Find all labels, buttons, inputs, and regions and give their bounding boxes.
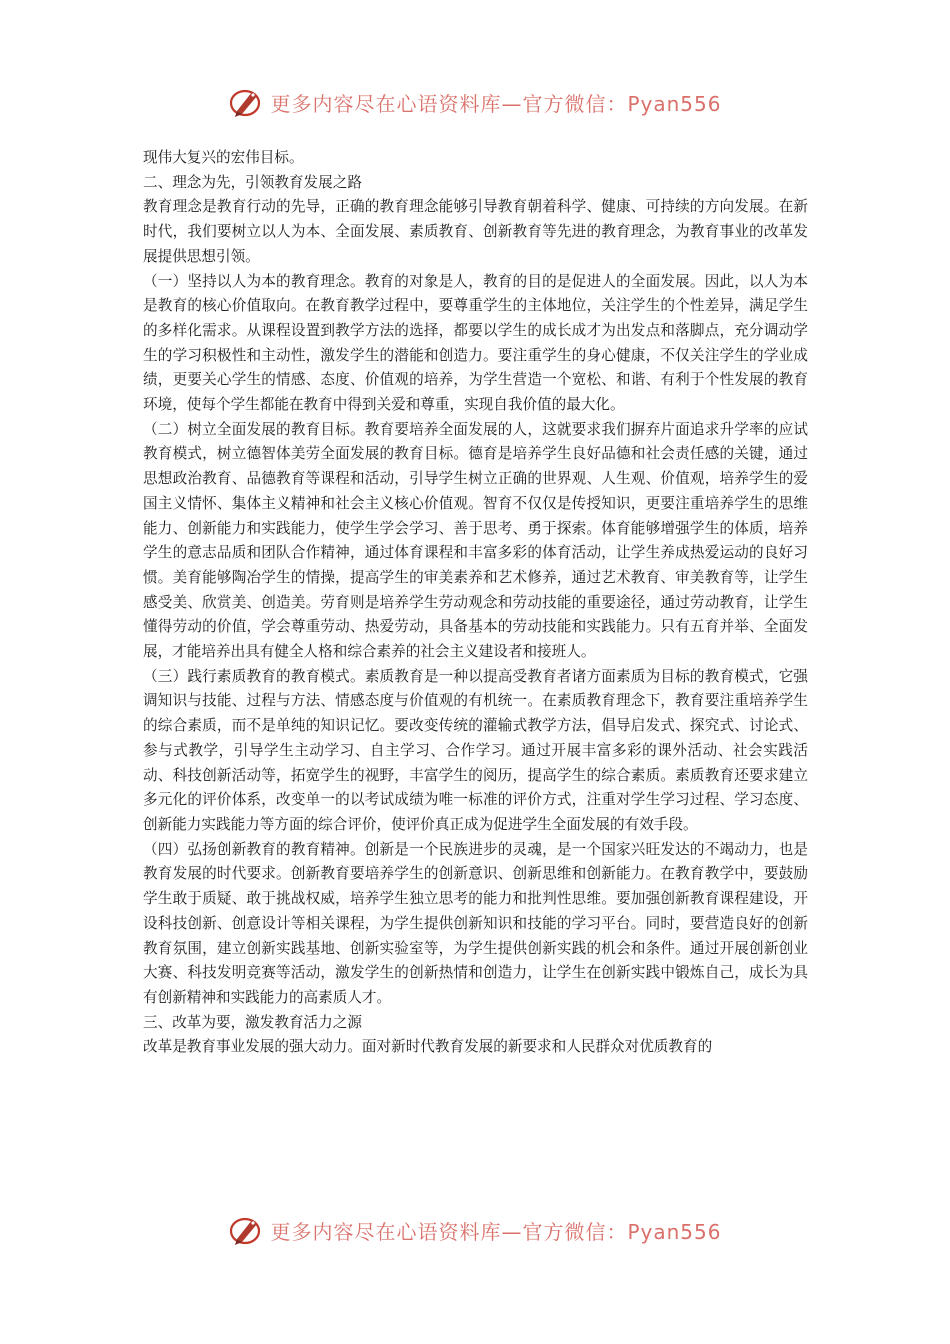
paragraph-point-1: （一）坚持以人为本的教育理念。教育的对象是人，教育的目的是促进人的全面发展。因此，以人为本是教育的核心价值取向。在教育教学过程中，要尊重学生的主体地位，关注学生的个性差异，满足学生的多样化需求。从课程设置到教学方法的选择，都要以学生的成长成才为出发点和落脚点，充分调动学生的学习积极性和主动性，激发学生的潜能和创造力。要注重学生的身心健康，不仅关注学生的学业成绩，更要关心学生的情感、态度、价值观的培养，为学生营造一个宽松、和谐、有利于个性发展的教育环境，使每个学生都能在教育中得到关爱和尊重，实现自我价值的最大化。 <box>143 272 808 414</box>
header-banner-inner <box>228 84 721 120</box>
document-body <box>143 146 808 1060</box>
paragraph-point-4: （四）弘扬创新教育的教育精神。创新是一个民族进步的灵魂，是一个国家兴旺发达的不竭动力，也是教育发展的时代要求。创新教育要培养学生的创新意识、创新思维和创新能力。在教育教学中，要鼓励学生敢于质疑、敢于挑战权威，培养学生独立思考的能力和批判性思维。要加强创新教育课程建设，开设科技创新、创意设计等相关课程，为学生提供创新知识和技能的学习平台。同时，要营造良好的创新教育氛围，建立创新实践基地、创新实验室等，为学生提供创新实践的机会和条件。通过开展创新创业大赛、科技发明竞赛等活动，激发学生的创新热情和创造力，让学生在创新实践中锻炼自己，成长为具有创新精神和实践能力的高素质人才。 <box>143 840 808 1006</box>
header-banner <box>0 82 950 122</box>
footer-banner-inner <box>228 1212 721 1248</box>
paragraph-point-2: （二）树立全面发展的教育目标。教育要培养全面发展的人，这就要求我们摒弃片面追求升学率的应试教育模式，树立德智体美劳全面发展的教育目标。德育是培养学生良好品德和社会责任感的关键，通过思想政治教育、品德教育等课程和活动，引导学生树立正确的世界观、人生观、价值观，培养学生的爱国主义情怀、集体主义精神和社会主义核心价值观。智育不仅仅是传授知识，更要注重培养学生的思维能力、创新能力和实践能力，使学生学会学习、善于思考、勇于探索。体育能够增强学生的体质，培养学生的意志品质和团队合作精神，通过体育课程和丰富多彩的体育活动，让学生养成热爱运动的良好习惯。美育能够陶冶学生的情操，提高学生的审美素养和艺术修养，通过艺术教育、审美教育等，让学生感受美、欣赏美、创造美。劳育则是培养学生劳动观念和劳动技能的重要途径，通过劳动教育，让学生懂得劳动的价值，学会尊重劳动、热爱劳动，具备基本的劳动技能和实践能力。只有五育并举、全面发展，才能培养出具有健全人格和综合素养的社会主义建设者和接班人。 <box>143 420 808 661</box>
header-banner-text: 更多内容尽在心语资料库—官方微信：Pyan556 <box>270 91 722 116</box>
paragraph-point-3: （三）践行素质教育的教育模式。素质教育是一种以提高受教育者诸方面素质为目标的教育模式，它强调知识与技能、过程与方法、情感态度与价值观的有机统一。在素质教育理念下，教育要注重培养学生的综合素质，而不是单纯的知识记忆。要改变传统的灌输式教学方法，倡导启发式、探究式、讨论式、参与式教学，引导学生主动学习、自主学习、合作学习。通过开展丰富多彩的课外活动、社会实践活动、科技创新活动等，拓宽学生的视野，丰富学生的阅历，提高学生的综合素质。素质教育还要求建立多元化的评价体系，改变单一的以考试成绩为唯一标准的评价方式，注重对学生学习过程、学习态度、创新能力实践能力等方面的综合评价，使评价真正成为促进学生全面发展的有效手段。 <box>143 667 808 833</box>
paragraph-reform: 改革是教育事业发展的强大动力。面对新时代教育发展的新要求和人民群众对优质教育的 <box>143 1038 713 1056</box>
pen-nib-logo-icon <box>228 84 264 120</box>
pen-nib-logo-icon <box>228 1212 264 1248</box>
paragraph-intro: 教育理念是教育行动的先导，正确的教育理念能够引导教育朝着科学、健康、可持续的方向发展。在新时代，我们要树立以人为本、全面发展、素质教育、创新教育等先进的教育理念，为教育事业的改革发展提供思想引领。 <box>143 198 808 265</box>
footer-banner <box>0 1210 950 1250</box>
section-heading-2: 二、理念为先，引领教育发展之路 <box>143 173 362 191</box>
paragraph-continuation: 现伟大复兴的宏伟目标。 <box>143 149 304 166</box>
section-heading-3: 三、改革为要，激发教育活力之源 <box>143 1013 362 1031</box>
footer-banner-text: 更多内容尽在心语资料库—官方微信：Pyan556 <box>270 1219 722 1244</box>
